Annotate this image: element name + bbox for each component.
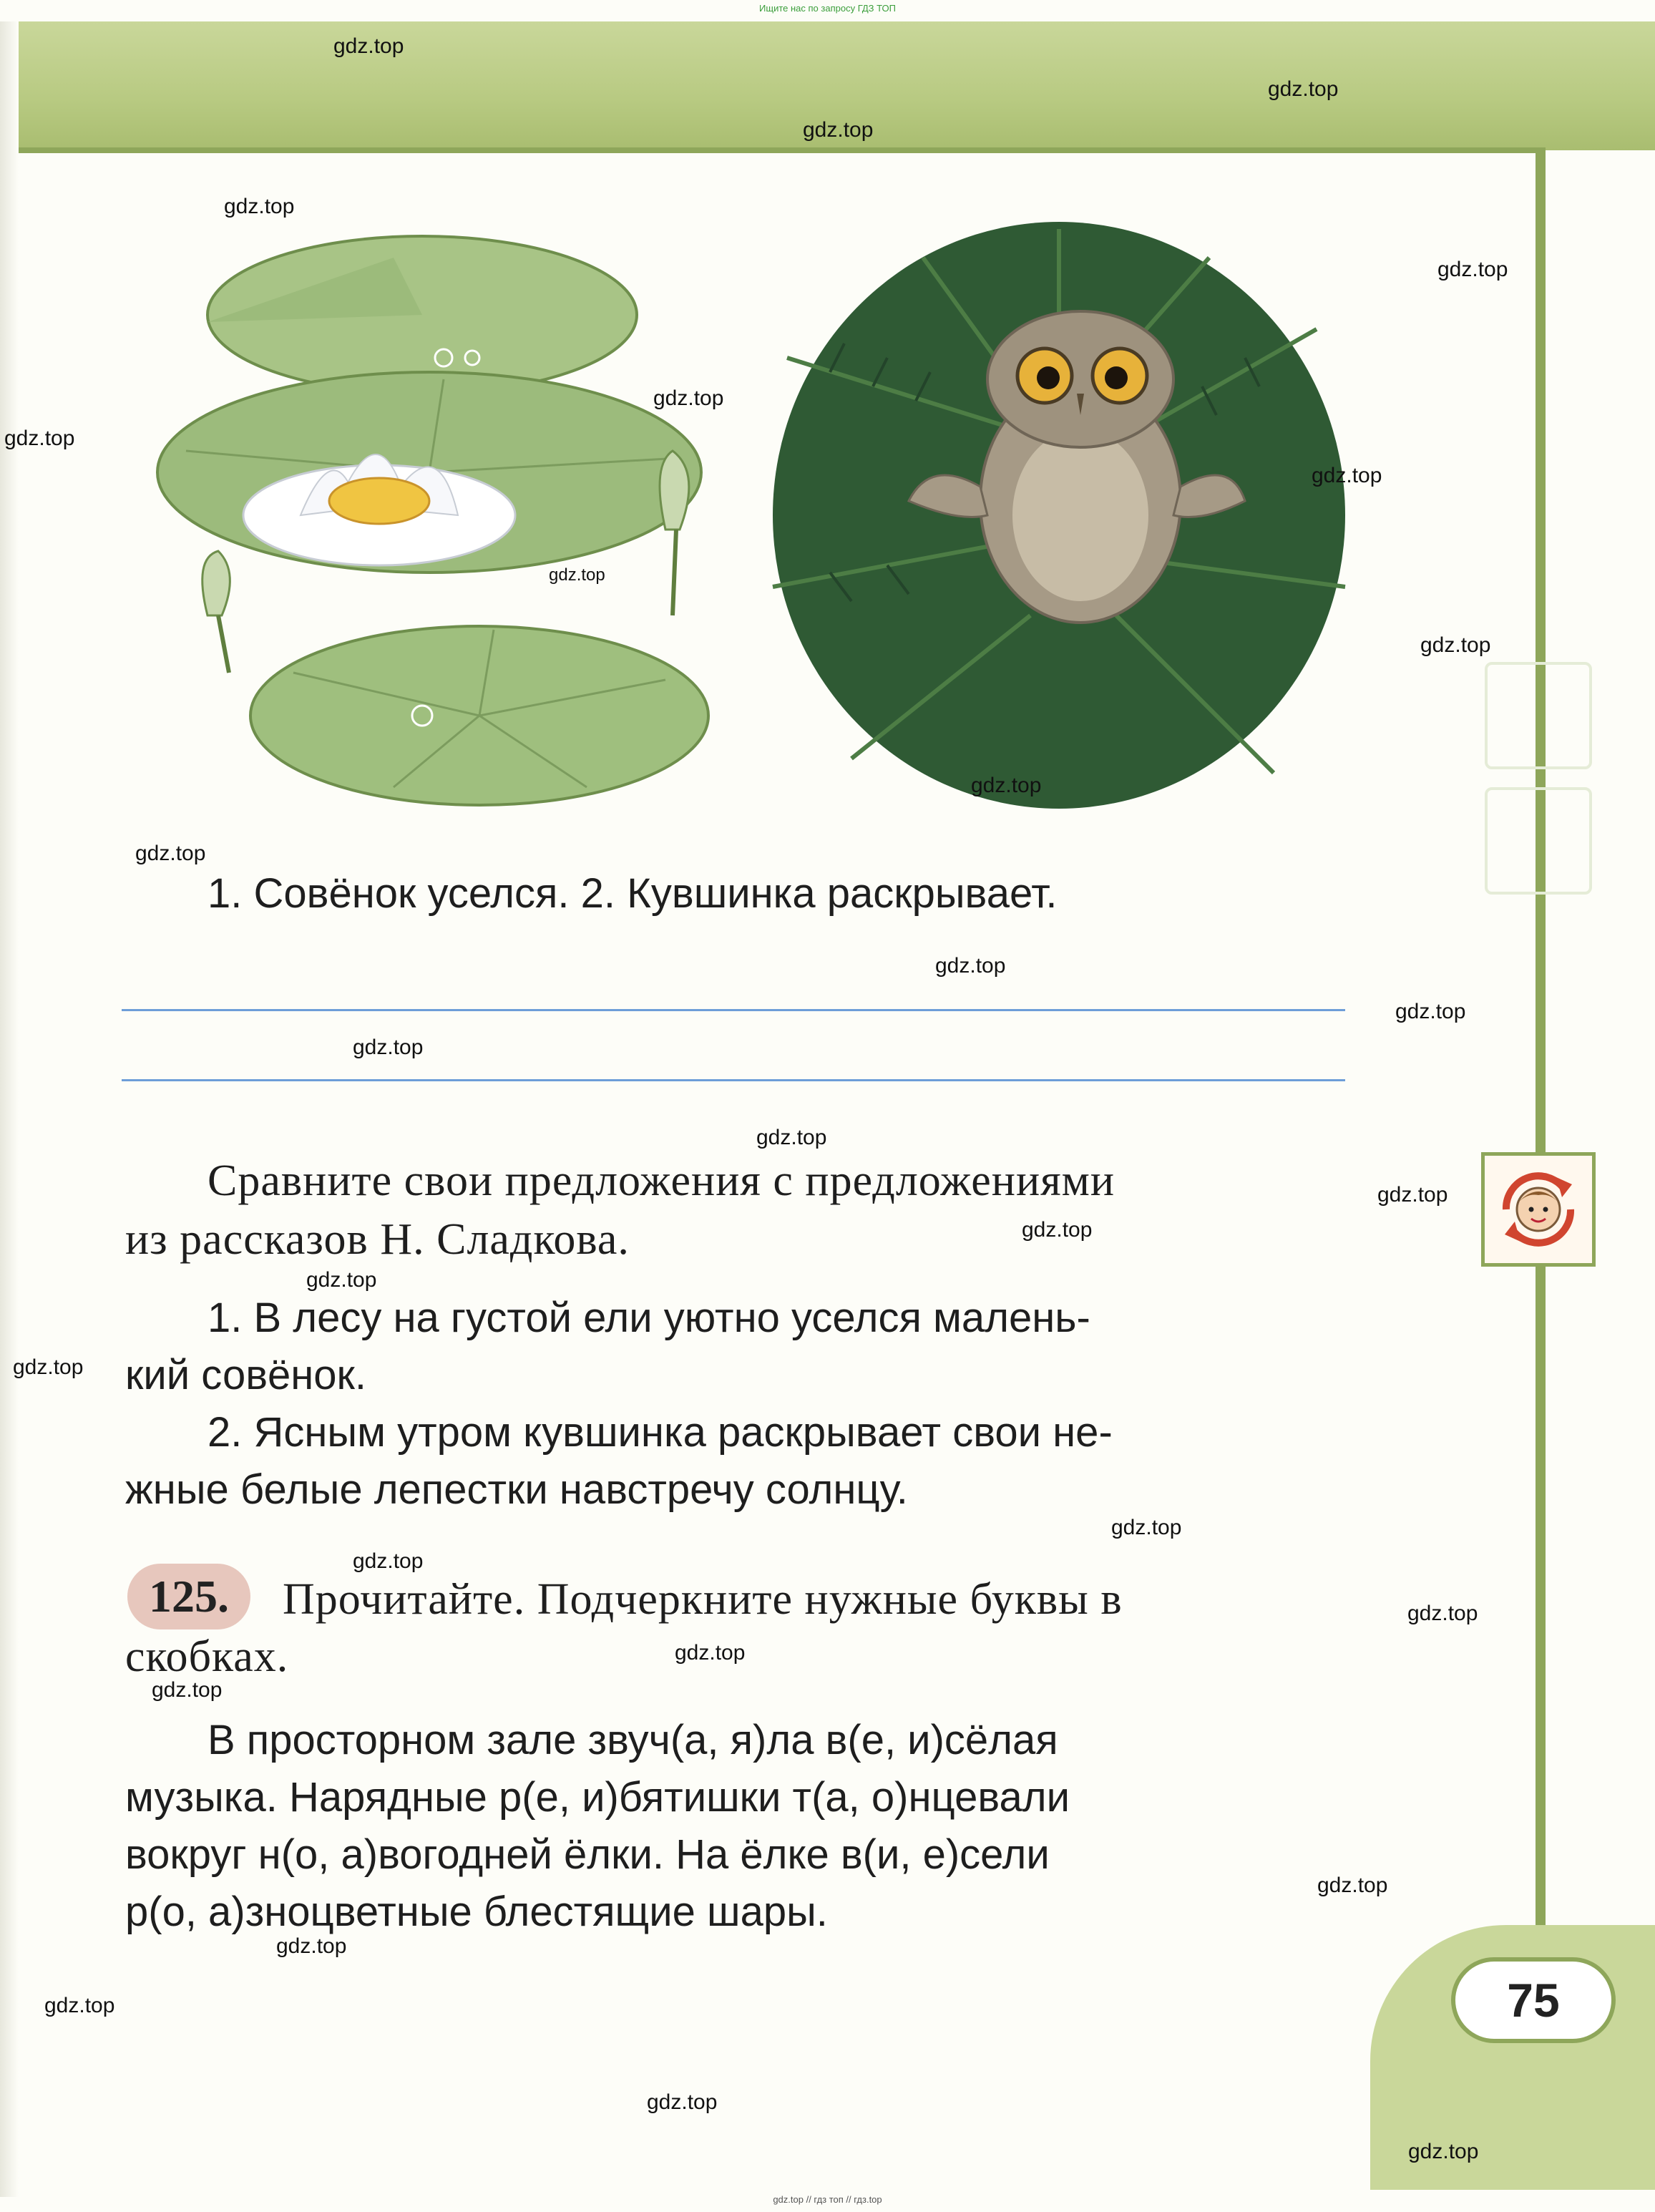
watermark: gdz.top [4, 427, 75, 450]
watermark: gdz.top [803, 118, 874, 142]
watermark: gdz.top [1420, 633, 1491, 657]
watermark: gdz.top [1437, 258, 1508, 281]
example-line: 2. Ясным утром кувшинка раскрывает свои не- [208, 1409, 1113, 1456]
watermark: gdz.top [1268, 77, 1339, 101]
example-line: 1. В лесу на густой ели уютно уселся малень- [208, 1295, 1090, 1341]
ghost-margin-icon [1485, 787, 1592, 895]
watermark: gdz.top [675, 1641, 746, 1665]
owl-in-spruce-illustration [744, 215, 1374, 816]
answer-text: 1. Совёнок уселся. 2. Кувшинка раскрывает. [208, 870, 1058, 917]
watermark: gdz.top [333, 34, 404, 58]
watermark: gdz.top [152, 1678, 223, 1702]
exercise-text-line: В просторном зале звуч(а, я)ла в(е, и)сёлая [208, 1717, 1058, 1763]
watermark: gdz.top [549, 565, 605, 585]
watermark: gdz.top [306, 1268, 377, 1292]
exercise-task-line-1: Прочитайте. Подчеркните нужные буквы в [283, 1575, 1123, 1624]
writing-line [122, 1079, 1345, 1081]
watermark: gdz.top [653, 386, 724, 410]
example-line: кий совёнок. [125, 1352, 367, 1398]
page-number: 75 [1451, 1957, 1616, 2043]
watermark: gdz.top [1312, 464, 1382, 487]
exercise-text-line: р(о, а)зноцветные блестящие шары. [125, 1889, 828, 1935]
ghost-margin-icon [1485, 662, 1592, 769]
top-note: Ищите нас по запросу ГДЗ ТОП [759, 3, 896, 14]
repeat-icon [1481, 1152, 1596, 1267]
exercise-number: 125. [127, 1564, 250, 1629]
exercise-task-line-2: скобках. [125, 1632, 289, 1681]
watermark: gdz.top [135, 842, 206, 865]
watermark: gdz.top [13, 1355, 84, 1379]
compare-instruction-line-1: Сравните свои предложения с предложениями [208, 1156, 1115, 1205]
watermark: gdz.top [1111, 1516, 1182, 1539]
header-rule [0, 147, 1538, 153]
watermark: gdz.top [935, 954, 1006, 978]
watermark: gdz.top [276, 1934, 347, 1958]
watermark: gdz.top [647, 2090, 718, 2114]
watermark: gdz.top [1317, 1874, 1388, 1897]
watermark: gdz.top [1395, 1000, 1466, 1023]
watermark: gdz.top [44, 1994, 115, 2017]
bottom-note: gdz.top // гдз топ // гдз.top [773, 2194, 882, 2205]
exercise-text-line: вокруг н(о, а)вогодней ёлки. На ёлке в(и, е)сели [125, 1831, 1050, 1878]
page-gutter [0, 21, 19, 2197]
compare-instruction-line-2: из рассказов Н. Сладкова. [125, 1215, 630, 1264]
boy-face-cycle-icon [1485, 1156, 1592, 1263]
watermark: gdz.top [353, 1549, 424, 1573]
water-lily-illustration [122, 215, 737, 823]
watermark: gdz.top [224, 195, 295, 218]
watermark: gdz.top [1377, 1183, 1448, 1207]
watermark: gdz.top [756, 1126, 827, 1149]
writing-line [122, 1009, 1345, 1011]
watermark: gdz.top [353, 1036, 424, 1059]
example-line: жные белые лепестки навстречу солнцу. [125, 1466, 908, 1513]
watermark: gdz.top [971, 774, 1042, 797]
watermark: gdz.top [1407, 1602, 1478, 1625]
watermark: gdz.top [1022, 1218, 1093, 1242]
margin-rule [1536, 147, 1546, 1936]
exercise-text-line: музыка. Нарядные р(е, и)бятишки т(а, о)нцевали [125, 1774, 1070, 1821]
watermark: gdz.top [1408, 2140, 1479, 2163]
